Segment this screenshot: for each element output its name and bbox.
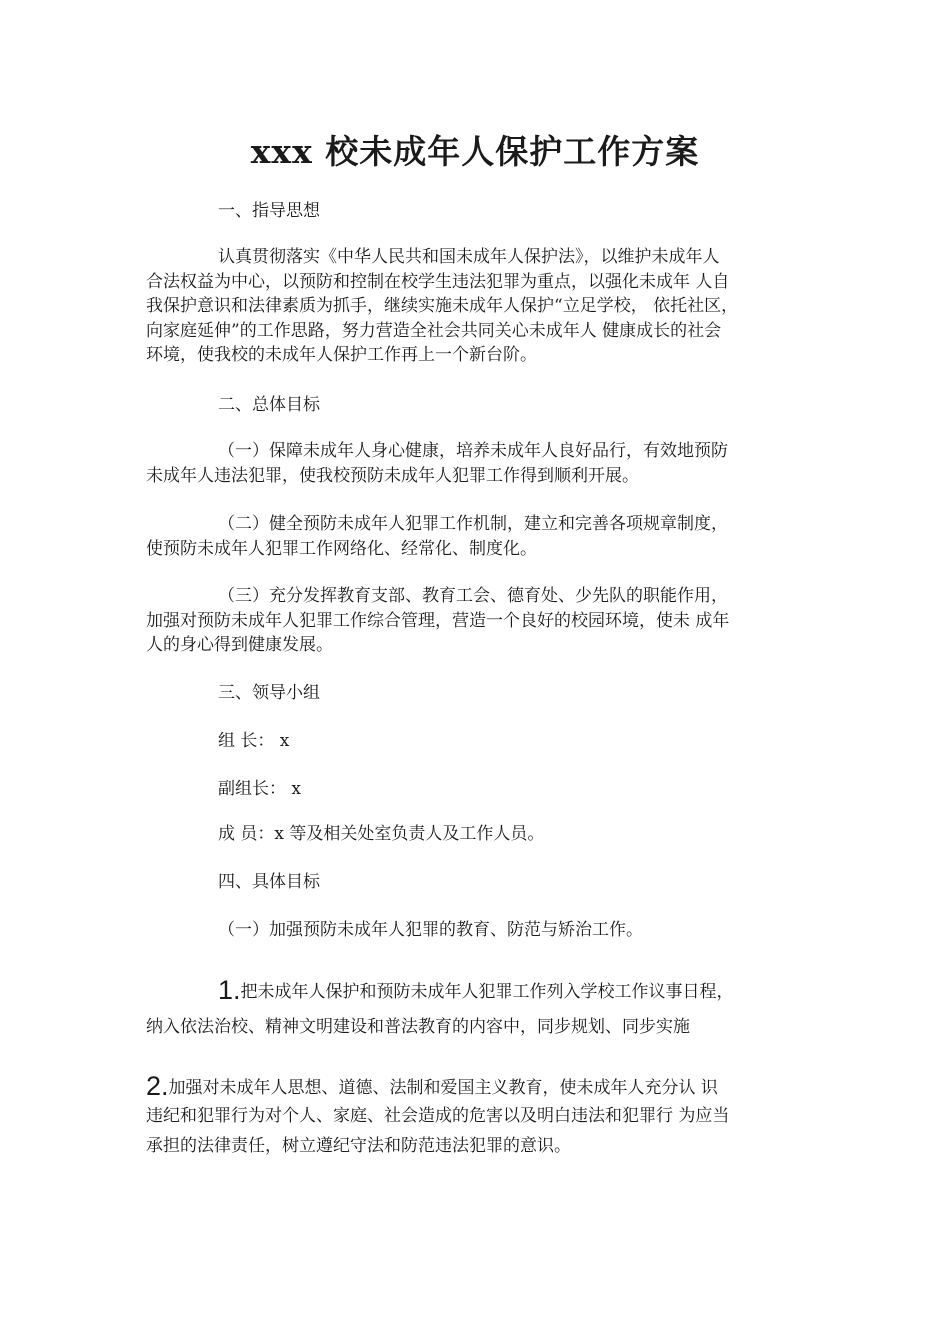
section-heading-overall-goals: 二、总体目标 — [218, 395, 320, 415]
text-line: 未成年人违法犯罪，使我校预防未成年人犯罪工作得到顺利开展。 — [146, 465, 639, 486]
text-line — [146, 1071, 812, 1101]
text-line: 人的身心得到健康发展。 — [146, 635, 333, 655]
point-number: 1. — [218, 975, 241, 1005]
point-text: 把未成年人保护和预防未成年人犯罪工作列入学校工作议事日程， — [240, 982, 734, 1002]
section-heading-guiding-thought: 一、指导思想 — [218, 201, 320, 221]
paragraph-guiding-thought — [146, 245, 812, 368]
text-line: 使预防未成年人犯罪工作网络化、经常化、制度化。 — [146, 538, 537, 559]
paragraph-goal-3 — [146, 584, 812, 658]
group-leader-line: 组 长： x — [218, 731, 290, 751]
section-heading-specific-goals: 四、具体目标 — [218, 872, 320, 892]
deputy-leader-line: 副组长： x — [218, 779, 301, 799]
paragraph-point-2 — [146, 1071, 812, 1161]
document-title: xxx 校未成年人保护工作方案 — [250, 132, 700, 171]
text-line: 加强对预防未成年人犯罪工作综合管理，营造一个良好的校园环境，使未 成年 — [146, 610, 730, 631]
members-line: 成 员：x 等及相关处室负责人及工作人员。 — [218, 824, 545, 844]
text-line: 环境，使我校的未成年人保护工作再上一个新台阶。 — [146, 345, 537, 365]
text-line: （二）健全预防未成年人犯罪工作机制，建立和完善各项规章制度， — [218, 514, 728, 534]
text-line — [146, 975, 812, 1006]
point-text: 加强对未成年人思想、道德、法制和爱国主义教育，使未成年人充分认 识 — [168, 1078, 718, 1098]
sub-heading-prevention-education: （一）加强预防未成年人犯罪的教育、防范与矫治工作。 — [218, 920, 643, 940]
text-line: 合法权益为中心，以预防和控制在校学生违法犯罪为重点，以强化未成年 人自 — [146, 271, 730, 292]
paragraph-point-1 — [146, 975, 812, 1043]
text-line: （三）充分发挥教育支部、教育工会、德育处、少先队的职能作用， — [218, 586, 728, 606]
text-line: 承担的法律责任，树立遵纪守法和防范违法犯罪的意识。 — [146, 1136, 571, 1156]
paragraph-goal-2 — [146, 512, 812, 561]
text-line: 向家庭延伸”的工作思路，努力营造全社会共同关心未成年人 健康成长的社会 — [146, 320, 722, 341]
text-line: 纳入依法治校、精神文明建设和普法教育的内容中，同步规划、同步实施 — [146, 1017, 690, 1037]
paragraph-goal-1 — [146, 439, 812, 488]
text-line: （一）保障未成年人身心健康，培养未成年人良好品行，有效地预防 — [218, 441, 728, 461]
point-number: 2. — [146, 1071, 169, 1101]
text-line: 我保护意识和法律素质为抓手，继续实施未成年人保护“立足学校， 依托社区， — [146, 296, 739, 316]
text-line: 认真贯彻落实《中华人民共和国未成年人保护法》，以维护未成年人 — [218, 247, 720, 267]
section-heading-leadership-group: 三、领导小组 — [218, 683, 320, 703]
text-line: 违纪和犯罪行为对个人、家庭、社会造成的危害以及明白违法和犯罪行 为应当 — [146, 1106, 730, 1126]
